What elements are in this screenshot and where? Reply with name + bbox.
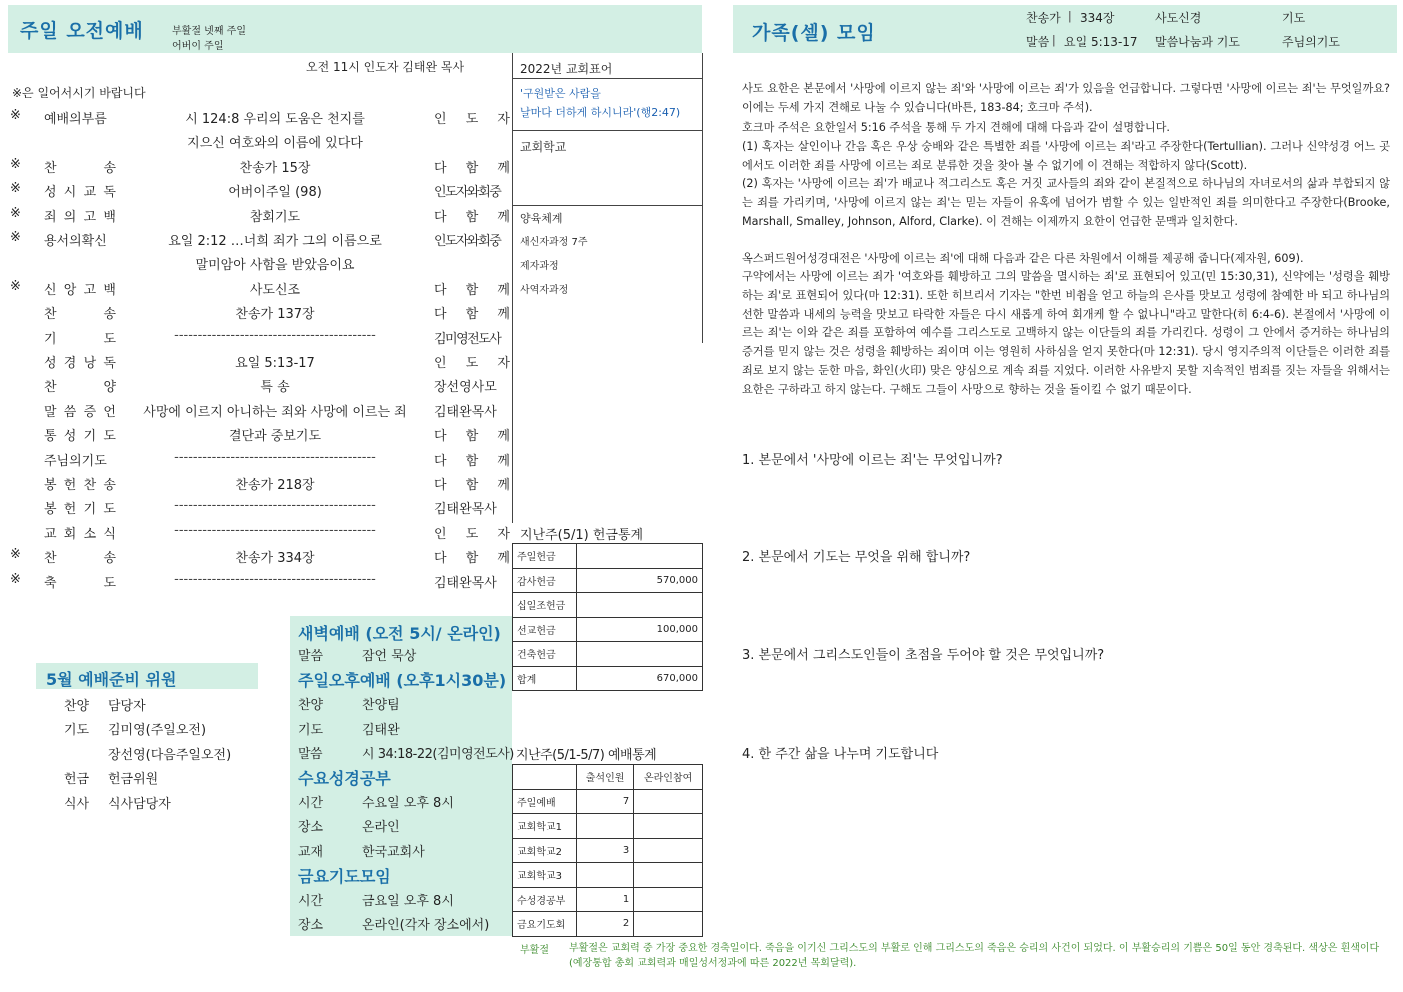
prep-role: 찬양 bbox=[64, 699, 90, 714]
order-row bbox=[10, 372, 510, 396]
order-leader: 다 함 께 bbox=[434, 453, 510, 469]
attendance-row bbox=[513, 887, 703, 912]
order-leader: 다 함 께 bbox=[434, 307, 510, 323]
word-label: 말씀 bbox=[1026, 35, 1050, 49]
prayer-label: 기도 bbox=[1282, 11, 1306, 25]
order-label: 죄 의 고 백 bbox=[44, 209, 116, 225]
footer-text: 부활절은 교회력 중 가장 중요한 경축일이다. 죽음을 이기신 그리스도의 부활로 인해 그리스도의 죽음은 승리의 사건이 되었다. 이 부활승리의 기쁨은 50일 동안 경축된다. 색상은 흰색이다(예장통합 총회 교회력과 매일성서정과에 따른 2022년 목회달력). bbox=[569, 943, 1380, 969]
offering-row bbox=[513, 593, 703, 618]
order-content: 사망에 이르지 아니하는 죄와 사망에 이르는 죄 bbox=[143, 404, 407, 420]
offering-name: 선교헌금 bbox=[513, 617, 577, 642]
order-row bbox=[10, 421, 510, 445]
order-label: 교 회 소 식 bbox=[44, 526, 116, 542]
order-label: 주님의기도 bbox=[44, 453, 107, 469]
offering-name: 합계 bbox=[513, 666, 577, 691]
discussion-question: 1. 본문에서 '사망에 이르는 죄'는 무엇입니까? bbox=[742, 453, 1003, 468]
attendance-col-present: 출석인원 bbox=[577, 765, 634, 790]
friday-time: 시간 금요일 오후 8시 bbox=[298, 894, 454, 909]
order-label: 성 시 교 독 bbox=[44, 185, 116, 201]
afternoon-title: 주일오후예배 (오후1시30분) bbox=[298, 671, 507, 690]
order-content: ------------------------------------------- bbox=[174, 571, 376, 587]
order-leader: 다 함 께 bbox=[434, 429, 510, 445]
prep-row bbox=[64, 719, 206, 738]
attendance-title: 지난주(5/1-5/7) 예배통계 bbox=[516, 748, 657, 763]
attendance-present: 2 bbox=[577, 912, 634, 937]
attendance-present bbox=[577, 863, 634, 888]
prep-role: 헌금 bbox=[64, 772, 90, 788]
order-mark: ※ bbox=[10, 230, 21, 245]
wednesday-text: 교재 한국교회사 bbox=[298, 845, 425, 860]
church-school: 교회학교 bbox=[520, 140, 567, 154]
offering-amount: 570,000 bbox=[577, 568, 703, 593]
order-row bbox=[10, 348, 510, 372]
order-content: ------------------------------------------- bbox=[174, 498, 376, 514]
offering-amount bbox=[577, 642, 703, 667]
order-row bbox=[10, 568, 510, 592]
order-label: 찬 송 bbox=[44, 307, 116, 323]
word-sep: ǀ bbox=[1052, 33, 1056, 47]
attendance-col-online: 온라인참여 bbox=[634, 765, 703, 790]
order-leader: 장선영사모 bbox=[434, 380, 497, 396]
prep-row bbox=[64, 768, 158, 787]
side-divider-2 bbox=[512, 130, 702, 131]
cell-title: 가족(셀) 모임 bbox=[752, 22, 876, 44]
nurture-system: 양육체계 bbox=[520, 212, 563, 225]
attendance-corner bbox=[513, 765, 577, 790]
worship-subtitle-2: 어버이 주일 bbox=[172, 41, 224, 52]
worship-subtitle-1: 부활절 넷째 주일 bbox=[172, 26, 246, 37]
side-right-border bbox=[702, 53, 703, 343]
course-3: 사역자과정 bbox=[520, 285, 569, 296]
attendance-present: 1 bbox=[577, 887, 634, 912]
prep-role: 식사 bbox=[64, 796, 90, 812]
order-mark: ※ bbox=[10, 205, 21, 221]
order-leader: 김미영전도사 bbox=[434, 331, 501, 347]
prep-person: 장선영(다음주일오전) bbox=[108, 747, 232, 763]
offering-title: 지난주(5/1) 헌금통계 bbox=[520, 528, 644, 543]
order-content: ------------------------------------------- bbox=[174, 449, 376, 465]
offering-row bbox=[513, 544, 703, 569]
order-label: 봉 헌 찬 송 bbox=[44, 478, 116, 493]
attendance-present: 3 bbox=[577, 838, 634, 863]
order-leader: 다 함 께 bbox=[434, 209, 510, 225]
order-mark: ※ bbox=[10, 181, 21, 197]
order-content: 요일 2:12 …너희 죄가 그의 이름으로 bbox=[168, 234, 382, 249]
wednesday-place: 장소 온라인 bbox=[298, 820, 400, 835]
order-content: 사도신조 bbox=[249, 282, 301, 298]
attendance-present: 7 bbox=[577, 789, 634, 814]
order-content: 찬송가 137장 bbox=[235, 307, 315, 323]
offering-row bbox=[513, 568, 703, 593]
offering-row bbox=[513, 617, 703, 642]
commentary-paragraph: 사도 요한은 본문에서 '사망에 이르지 않는 죄'와 '사망에 이르는 죄'가 있음을 언급합니다. 그렇다면 '사망에 이르는 죄'는 무엇일까요? 이에는 두세 가지 견해로 나눌 수 있습니다(바튼, 183-84; 호크마 주석). bbox=[742, 82, 1390, 114]
attendance-table bbox=[512, 764, 703, 937]
attendance-row bbox=[513, 789, 703, 814]
order-row bbox=[10, 128, 510, 152]
order-content: ------------------------------------------- bbox=[174, 327, 376, 343]
order-label: 예배의부름 bbox=[44, 112, 107, 127]
afternoon-word: 말씀 시 34:18-22(김미영전도사) bbox=[298, 747, 514, 762]
order-content: 어버이주일 (98) bbox=[228, 185, 322, 201]
attendance-online bbox=[634, 838, 703, 863]
order-row bbox=[10, 446, 510, 470]
offering-name: 주일헌금 bbox=[513, 544, 577, 569]
afternoon-prayer: 기도 김태완 bbox=[298, 723, 400, 738]
prep-row bbox=[64, 695, 146, 714]
prep-row bbox=[64, 793, 171, 812]
order-content: 요일 5:13-17 bbox=[235, 356, 315, 371]
order-row bbox=[10, 470, 510, 494]
order-content: 결단과 중보기도 bbox=[228, 429, 322, 445]
attendance-row bbox=[513, 863, 703, 888]
offering-table bbox=[512, 543, 703, 691]
friday-place: 장소 온라인(각자 장소에서) bbox=[298, 918, 490, 933]
order-leader: 김태완목사 bbox=[434, 502, 497, 518]
attendance-row bbox=[513, 838, 703, 863]
offering-row bbox=[513, 666, 703, 691]
order-row bbox=[10, 250, 510, 274]
order-label: 통 성 기 도 bbox=[44, 429, 116, 445]
commentary-paragraph: (1) 혹자는 살인이나 간음 혹은 우상 숭배와 같은 특별한 죄를 '사망에 이르는 죄'라고 주장한다(Tertullian). 그러나 신약성경 어느 곳에서도 이러한 죄를 사망에 이르는 죄로 분류한 것을 찾아 볼 수 없기에 이 견해는 적합하지 않다(Scott). bbox=[742, 140, 1390, 172]
order-content: 찬송가 334장 bbox=[235, 551, 315, 567]
order-content: 찬송가 218장 bbox=[235, 478, 315, 493]
wednesday-time: 시간 수요일 오후 8시 bbox=[298, 796, 454, 811]
offering-amount bbox=[577, 544, 703, 569]
order-leader: 김태완목사 bbox=[434, 404, 497, 420]
discussion-question: 3. 본문에서 그리스도인들이 초점을 두어야 할 것은 무엇입니까? bbox=[742, 648, 1105, 663]
order-label: 찬 송 bbox=[44, 551, 116, 567]
motto-line-1: '구원받은 사람을 bbox=[520, 87, 601, 100]
commentary-paragraph: 구약에서는 사망에 이르는 죄가 '여호와를 훼방하고 그의 말씀을 멸시하는 죄'로 표현되어 있고(민 15:30,31), 신약에는 '성령을 훼방하는 죄'로 표현되어 있다(마 12:31). 또한 히브리서 기자는 "한번 비췸을 얻고 하늘의 은사를 맛보고 성령에 참예한 바 되고 하나님의 선한 말씀과 내세의 능력을 맛보고 타락한 자들은 다시 새롭게 하여 회개케 할 수 없나니"라고 말한다(히 6:4-6). 본절에서 '사망에 이르는 죄'는 이와 같은 죄를 포함하여 예수를 그리스도로 고백하지 않는 이단들의 죄를 가리킨다. 성령이 그 안에서 증거하는 하나님의 증거를 믿지 않는 것은 성령을 훼방하는 죄이며 이는 영원히 사하심을 얻지 못한다(마 12:31). 당시 영지주의적 이단들은 이러한 죄를 죄로 보지 않는 둔한 마음, 화인(火印) 맞은 양심으로 계속 죄를 지었다. 이러한 사유받지 못할 지속적인 범죄를 짓는 자들을 위해서는 요한은 구하라고 하지 않는다. 구해도 그들이 사망으로 향하는 것을 돌이킬 수 없기 때문이다. bbox=[742, 270, 1390, 396]
course-2: 제자과정 bbox=[520, 261, 559, 272]
attendance-name: 교회학교2 bbox=[513, 838, 577, 863]
order-content: 지으신 여호와의 이름에 있다다 bbox=[187, 136, 363, 152]
hymn-sep: ǀ bbox=[1068, 9, 1072, 23]
order-row bbox=[10, 153, 510, 177]
order-label: 축 도 bbox=[44, 575, 116, 591]
order-label: 찬 양 bbox=[44, 380, 116, 396]
order-leader: 인 도 자 bbox=[434, 356, 510, 371]
order-label: 찬 송 bbox=[44, 160, 116, 176]
offering-name: 건축헌금 bbox=[513, 642, 577, 667]
order-content: ------------------------------------------- bbox=[174, 522, 376, 538]
order-label: 봉 헌 기 도 bbox=[44, 502, 116, 518]
word-value: 요일 5:13-17 bbox=[1064, 35, 1138, 49]
attendance-name: 주일예배 bbox=[513, 789, 577, 814]
afternoon-praise: 찬양 찬양팀 bbox=[298, 698, 400, 713]
attendance-online bbox=[634, 887, 703, 912]
attendance-online bbox=[634, 863, 703, 888]
dawn-title: 새벽예배 (오전 5시/ 온라인) bbox=[298, 624, 501, 643]
attendance-name: 교회학교3 bbox=[513, 863, 577, 888]
hymn-label: 찬송가 bbox=[1026, 11, 1061, 25]
attendance-online bbox=[634, 814, 703, 839]
prep-person: 담당자 bbox=[108, 699, 146, 714]
order-content: 참회기도 bbox=[249, 209, 301, 225]
order-mark: ※ bbox=[10, 108, 21, 123]
order-label: 성 경 낭 독 bbox=[44, 356, 116, 371]
order-leader: 다 함 께 bbox=[434, 551, 510, 567]
wednesday-title: 수요성경공부 bbox=[298, 769, 391, 788]
order-leader: 인 도 자 bbox=[434, 112, 510, 127]
hymn-value: 334장 bbox=[1080, 11, 1115, 25]
side-divider-1 bbox=[512, 78, 702, 79]
offering-amount: 670,000 bbox=[577, 666, 703, 691]
order-mark: ※ bbox=[10, 278, 21, 294]
offering-name: 십일조헌금 bbox=[513, 593, 577, 618]
attendance-name: 교회학교1 bbox=[513, 814, 577, 839]
order-row bbox=[10, 397, 510, 421]
order-row bbox=[10, 519, 510, 543]
order-leader: 다 함 께 bbox=[434, 282, 510, 298]
order-row bbox=[10, 202, 510, 226]
order-label: 기 도 bbox=[44, 331, 116, 347]
order-row bbox=[10, 543, 510, 567]
order-row bbox=[10, 226, 510, 250]
attendance-name: 수성경공부 bbox=[513, 887, 577, 912]
prep-person: 헌금위원 bbox=[108, 772, 159, 788]
attendance-header-row bbox=[513, 765, 703, 790]
commentary-paragraph: (2) 혹자는 '사망에 이르는 죄'가 배교나 적그리스도 혹은 거짓 교사들의 죄와 같이 본질적으로 하나님의 자녀로서의 삶과 부합되지 않는 죄를 가리키며, '사망에 이르지 않는 죄'는 믿는 자들이 유혹에 넘어가 범할 수 있는 일반적인 죄를 의미한다고 주장한다(Brooke, Marshall, Smalley, Johnson, Alford, Clarke). 이 견해는 이제까지 요한이 언급한 문맥과 일치한다. bbox=[742, 177, 1390, 228]
prep-person: 김미영(주일오전) bbox=[108, 723, 207, 739]
order-mark: ※ bbox=[10, 571, 21, 587]
commentary-paragraph: 호크마 주석은 요한일서 5:16 주석을 통해 두 가지 견해에 대해 다음과 같이 설명합니다. bbox=[742, 121, 1170, 134]
attendance-present bbox=[577, 814, 634, 839]
attendance-row bbox=[513, 814, 703, 839]
rise-note: ※은 일어서시기 바랍니다 bbox=[12, 86, 146, 100]
order-content: 찬송가 15장 bbox=[239, 160, 311, 176]
share-label: 말씀나눔과 기도 bbox=[1155, 35, 1240, 49]
worship-title: 주일 오전예배 bbox=[20, 20, 144, 42]
leader-line: 오전 11시 인도자 김태완 목사 bbox=[306, 60, 465, 74]
offering-amount bbox=[577, 593, 703, 618]
order-mark: ※ bbox=[10, 156, 21, 172]
order-row bbox=[10, 494, 510, 518]
footer-label: 부활절 bbox=[520, 945, 549, 956]
order-leader: 인도자와회중 bbox=[434, 234, 501, 249]
order-content: 시 124:8 우리의 도움은 천지를 bbox=[185, 112, 365, 127]
motto-year: 2022년 교회표어 bbox=[520, 62, 613, 76]
course-1: 새신자과정 7주 bbox=[520, 237, 588, 248]
lords-prayer-label: 주님의기도 bbox=[1282, 35, 1340, 49]
order-label: 말 씀 증 언 bbox=[44, 404, 116, 420]
dawn-word: 말씀 잠언 묵상 bbox=[298, 649, 417, 664]
side-divider-3 bbox=[512, 205, 702, 206]
order-label: 신 앙 고 백 bbox=[44, 282, 116, 298]
order-leader: 다 함 께 bbox=[434, 478, 510, 493]
prep-title: 5월 예배준비 위원 bbox=[46, 670, 177, 689]
order-content: 특 송 bbox=[260, 380, 290, 396]
order-row bbox=[10, 104, 510, 128]
prep-role: 기도 bbox=[64, 723, 90, 739]
order-row bbox=[10, 275, 510, 299]
side-column-divider bbox=[512, 53, 513, 523]
offering-row bbox=[513, 642, 703, 667]
friday-title: 금요기도모임 bbox=[298, 867, 391, 886]
order-leader: 인도자와회중 bbox=[434, 185, 501, 201]
order-content: 말미암아 사함을 받았음이요 bbox=[195, 258, 355, 274]
attendance-online bbox=[634, 912, 703, 937]
order-row bbox=[10, 324, 510, 348]
commentary-paragraph: 옥스퍼드원어성경대전은 '사망에 이르는 죄'에 대해 다음과 같은 다른 차원에서 이해를 제공해 줍니다(제자원, 609). bbox=[742, 252, 1304, 265]
attendance-row bbox=[513, 912, 703, 937]
order-leader: 다 함 께 bbox=[434, 160, 510, 176]
discussion-question: 2. 본문에서 기도는 무엇을 위해 합니까? bbox=[742, 550, 971, 565]
order-row bbox=[10, 299, 510, 323]
discussion-question: 4. 한 주간 삶을 나누며 기도합니다 bbox=[742, 747, 939, 762]
order-label: 용서의확신 bbox=[44, 234, 107, 249]
order-row bbox=[10, 177, 510, 201]
order-leader: 인 도 자 bbox=[434, 526, 510, 542]
creed-label: 사도신경 bbox=[1155, 11, 1202, 25]
prep-row bbox=[64, 744, 231, 763]
attendance-name: 금요기도회 bbox=[513, 912, 577, 937]
motto-line-2: 날마다 더하게 하시니라'(행2:47) bbox=[520, 106, 681, 119]
offering-amount: 100,000 bbox=[577, 617, 703, 642]
order-mark: ※ bbox=[10, 547, 21, 563]
attendance-online bbox=[634, 789, 703, 814]
offering-name: 감사헌금 bbox=[513, 568, 577, 593]
prep-person: 식사담당자 bbox=[108, 796, 171, 812]
order-leader: 김태완목사 bbox=[434, 575, 497, 591]
